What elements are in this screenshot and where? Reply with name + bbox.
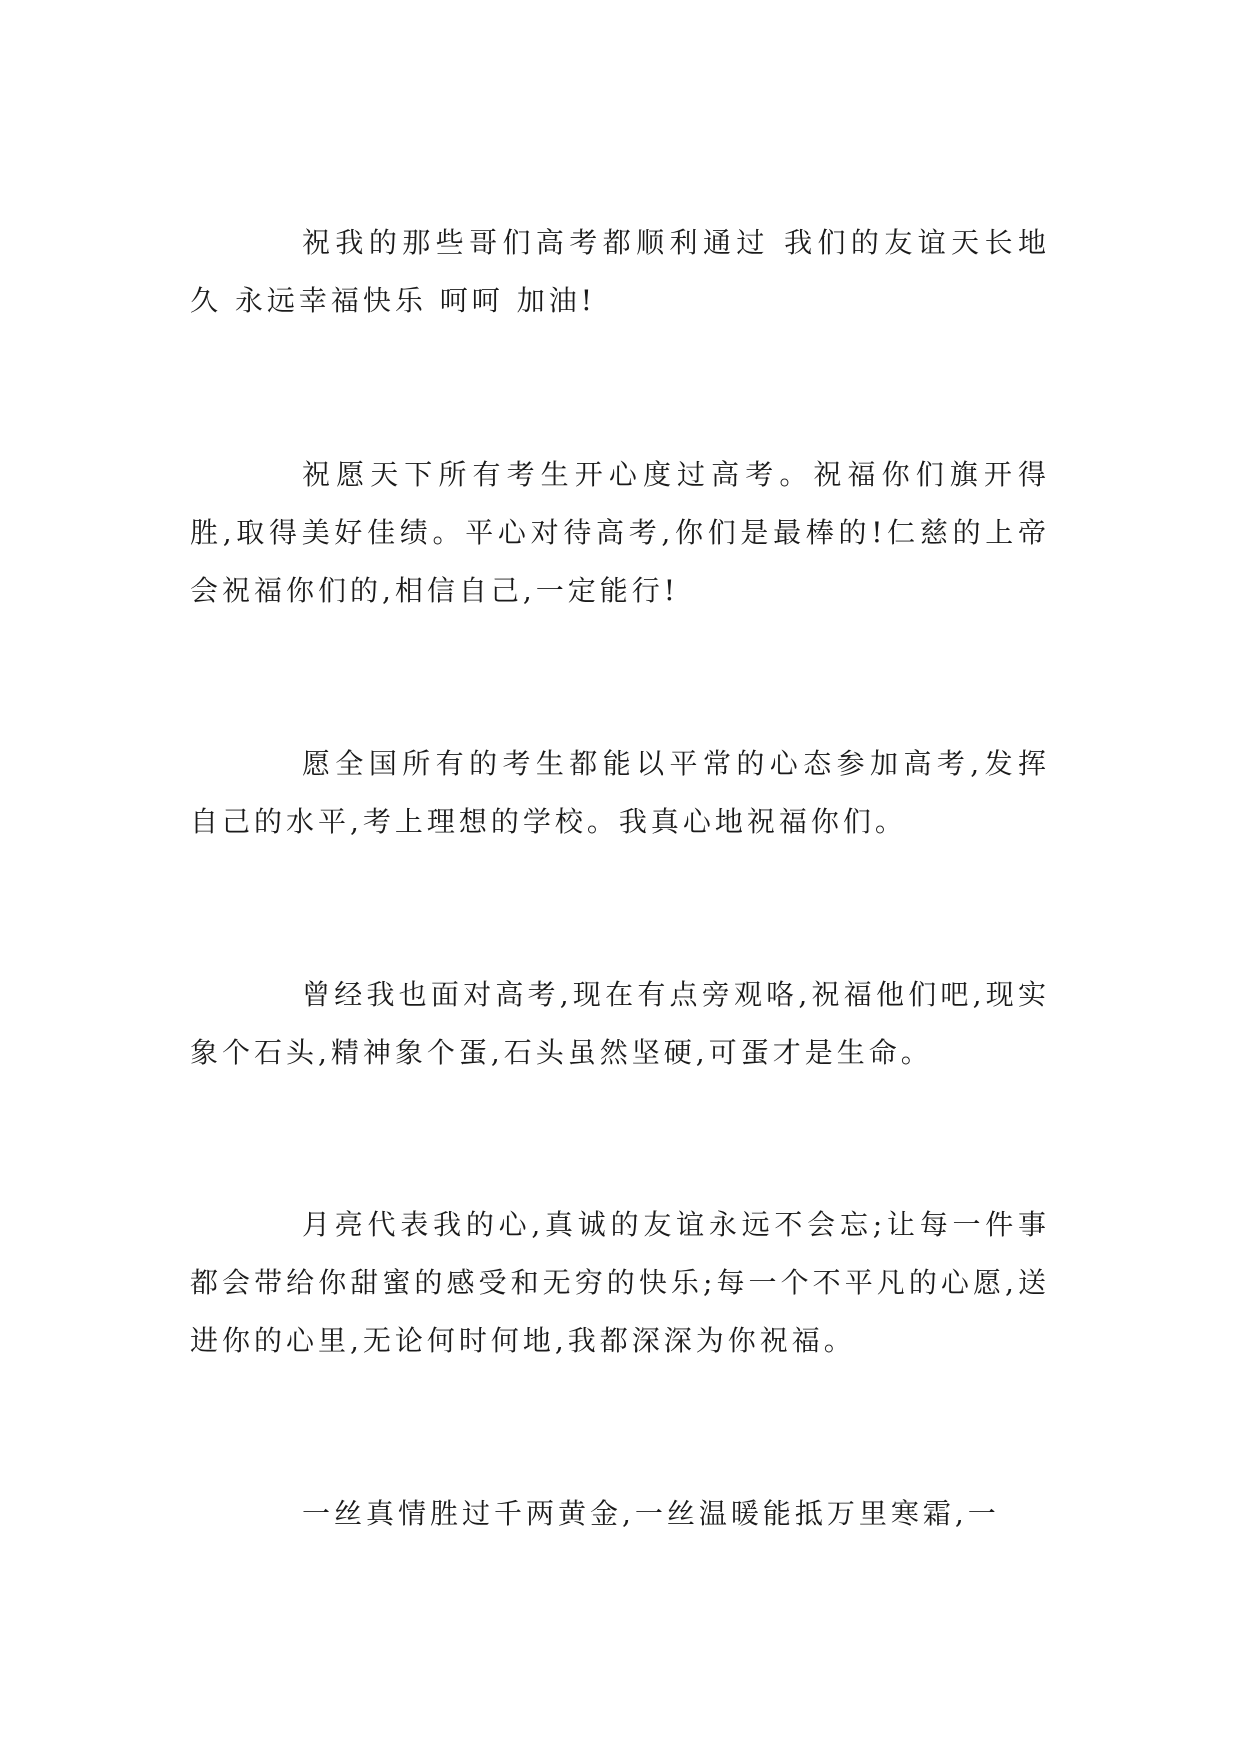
paragraph-3: 愿全国所有的考生都能以平常的心态参加高考,发挥自己的水平,考上理想的学校。我真心地祝福你们。 <box>190 747 1050 838</box>
paragraph-6: 一丝真情胜过千两黄金,一丝温暖能抵万里寒霜,一 <box>302 1497 1000 1530</box>
paragraph-2: 祝愿天下所有考生开心度过高考。祝福你们旗开得胜,取得美好佳绩。平心对待高考,你们是最棒的!仁慈的上帝会祝福你们的,相信自己,一定能行! <box>190 458 1050 607</box>
paragraph-4: 曾经我也面对高考,现在有点旁观咯,祝福他们吧,现实象个石头,精神象个蛋,石头虽然坚硬,可蛋才是生命。 <box>190 978 1050 1069</box>
paragraph-5: 月亮代表我的心,真诚的友谊永远不会忘;让每一件事都会带给你甜蜜的感受和无穷的快乐;每一个不平凡的心愿,送进你的心里,无论何时何地,我都深深为你祝福。 <box>190 1208 1050 1357</box>
paragraph-1: 祝我的那些哥们高考都顺利通过 我们的友谊天长地久 永远幸福快乐 呵呵 加油! <box>190 226 1050 317</box>
